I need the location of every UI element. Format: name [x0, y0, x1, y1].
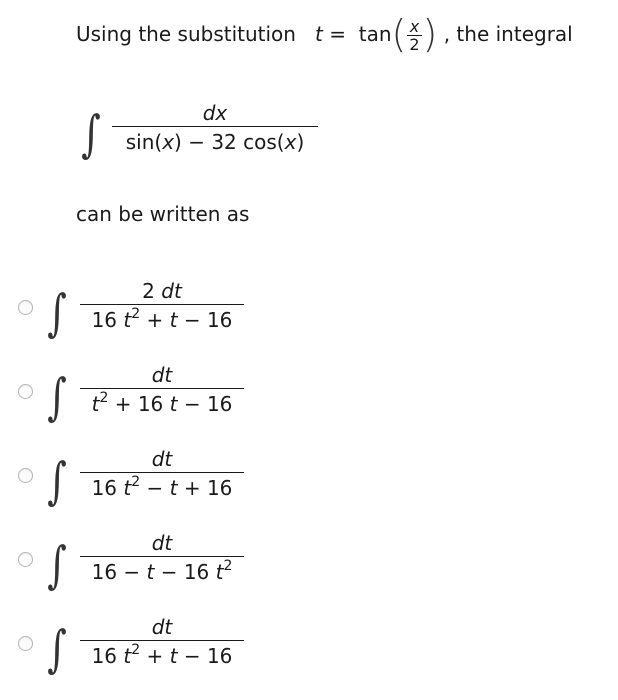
integral-sign: ∫: [47, 620, 67, 678]
option-radio[interactable]: [18, 468, 33, 483]
option-radio[interactable]: [18, 300, 33, 315]
option-radio[interactable]: [18, 552, 33, 567]
option-denominator: 16 $t^2 - t + 16$: [91, 474, 233, 500]
option-fraction: [80, 530, 244, 585]
option-radio[interactable]: [18, 636, 33, 651]
question-intro: [76, 12, 573, 56]
half-angle-fraction: [407, 18, 421, 53]
option-denominator: 16 $t^2 + t - 16$: [91, 306, 233, 332]
followup-text: can be written as: [76, 202, 250, 226]
tan-function: tan: [358, 22, 392, 46]
right-paren: ): [422, 12, 438, 56]
substitution-variable: t: [315, 22, 323, 46]
option-denominator: 16 − t − 16 $t^2$: [91, 558, 233, 584]
substitution-expression: [358, 12, 438, 56]
integral-sign: ∫: [47, 536, 67, 594]
option-numerator: dt: [151, 531, 173, 555]
option-denominator: 16 $t^2 + t - 16$: [91, 642, 233, 668]
given-integral-denominator: sin(x) − 32 cos(x): [125, 130, 305, 154]
option-fraction: [80, 614, 244, 669]
option-numerator: dt: [151, 363, 173, 387]
left-paren: (: [391, 12, 407, 56]
option-numerator: 2 dt: [142, 279, 182, 303]
option-numerator: dt: [151, 447, 173, 471]
option-fraction: [80, 362, 244, 417]
intro-suffix: , the integral: [443, 22, 573, 46]
half-angle-denominator: 2: [409, 35, 420, 54]
given-integral-fraction: [112, 100, 318, 155]
integral-sign: ∫: [81, 105, 101, 163]
option-radio[interactable]: [18, 384, 33, 399]
integral-sign: ∫: [47, 368, 67, 426]
option-fraction: [80, 446, 244, 501]
equals-sign: =: [329, 22, 347, 46]
option-numerator: dt: [151, 615, 173, 639]
half-angle-numerator: x: [409, 17, 420, 36]
given-integral-numerator: dx: [202, 101, 228, 125]
option-fraction: [80, 278, 244, 333]
integral-sign: ∫: [47, 452, 67, 510]
integral-sign: ∫: [47, 284, 67, 342]
intro-prefix: Using the substitution: [76, 22, 296, 46]
option-denominator: $t^2 + 16$ t − 16: [91, 390, 233, 416]
